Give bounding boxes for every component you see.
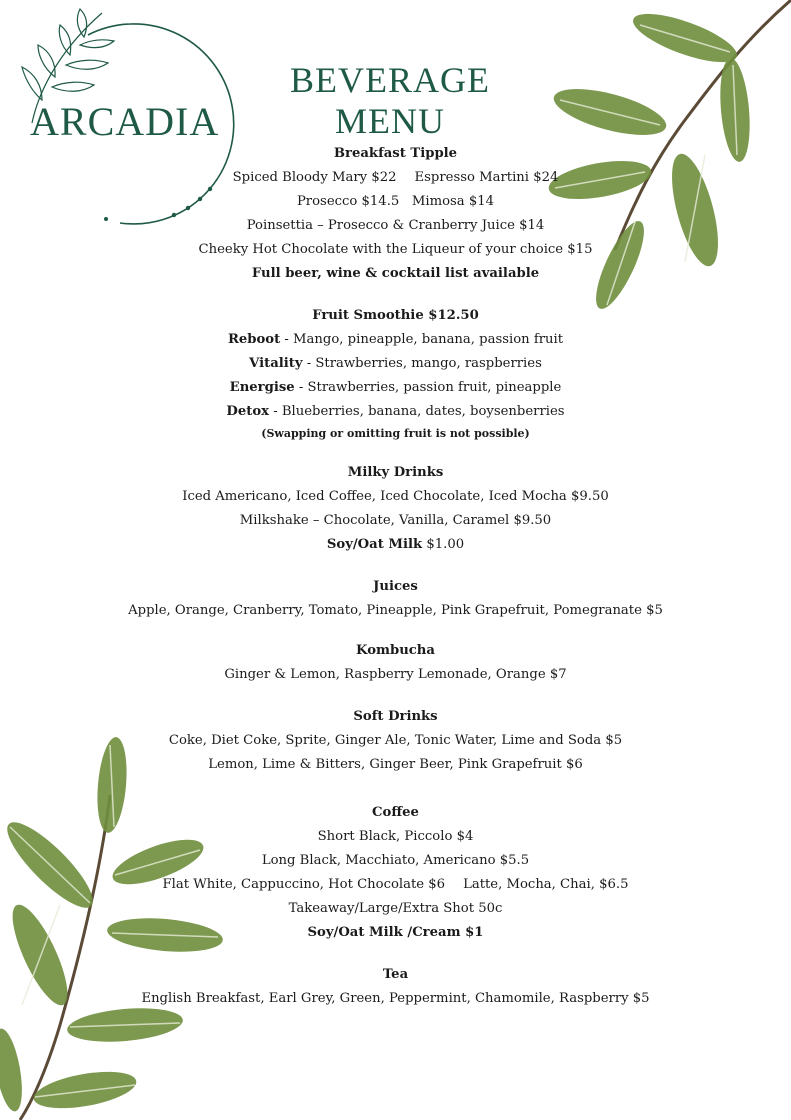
espresso-martini-item: Espresso Martini $24	[414, 170, 559, 185]
smoothie-heading: Fruit Smoothie $12.50	[312, 308, 479, 323]
tea-heading: Tea	[382, 967, 409, 982]
soft-line-1: Coke, Diet Coke, Sprite, Ginger Ale, Tonic Water, Lime and Soda $5	[168, 733, 623, 748]
list-item	[0, 403, 791, 421]
smoothie-desc: - Blueberries, banana, dates, boysenberries	[269, 404, 565, 419]
full-list-note: Full beer, wine & cocktail list available	[251, 266, 540, 281]
juices-heading: Juices	[373, 579, 418, 594]
mimosa-item: Mimosa $14	[411, 194, 495, 209]
menu-title-line-1: BEVERAGE	[290, 60, 490, 100]
smoothie-name: Energise	[229, 380, 295, 395]
list-item	[0, 379, 791, 397]
smoothie-desc: - Strawberries, passion fruit, pineapple	[294, 380, 562, 395]
breakfast-line-2	[0, 193, 791, 211]
coffee-line-3	[0, 876, 791, 894]
juices-line-1: Apple, Orange, Cranberry, Tomato, Pineapple, Pink Grapefruit, Pomegranate $5	[128, 603, 663, 618]
smoothie-name: Detox	[226, 404, 269, 419]
tea-line-1: English Breakfast, Earl Grey, Green, Peppermint, Chamomile, Raspberry $5	[141, 991, 650, 1006]
coffee-line-5: Soy/Oat Milk /Cream $1	[307, 925, 484, 940]
logo-wordmark: ARCADIA	[30, 99, 220, 144]
milky-heading: Milky Drinks	[347, 465, 444, 480]
smoothie-name: Vitality	[249, 356, 303, 371]
poinsettia-item: Poinsettia – Prosecco & Cranberry Juice $14	[246, 218, 545, 233]
soy-oat-price: $1.00	[422, 537, 465, 552]
menu-title-line-2: MENU	[335, 101, 445, 141]
soy-oat-label: Soy/Oat Milk	[326, 537, 423, 552]
coffee-line-2: Long Black, Macchiato, Americano $5.5	[261, 853, 530, 868]
smoothie-desc: - Strawberries, mango, raspberries	[302, 356, 542, 371]
milky-line-1: Iced Americano, Iced Coffee, Iced Chocolate, Iced Mocha $9.50	[182, 489, 609, 504]
smoothie-desc: - Mango, pineapple, banana, passion fruit	[280, 332, 564, 347]
coffee-line-4: Takeaway/Large/Extra Shot 50c	[288, 901, 503, 916]
soft-heading: Soft Drinks	[353, 709, 438, 724]
hot-chocolate-item: Cheeky Hot Chocolate with the Liqueur of your choice $15	[198, 242, 593, 257]
smoothie-note: (Swapping or omitting fruit is not possible)	[261, 427, 530, 440]
breakfast-heading: Breakfast Tipple	[333, 146, 458, 161]
coffee-line-1: Short Black, Piccolo $4	[317, 829, 474, 844]
kombucha-line-1: Ginger & Lemon, Raspberry Lemonade, Orange $7	[224, 667, 567, 682]
milky-soy-line	[0, 536, 791, 554]
list-item	[0, 355, 791, 373]
soft-line-2: Lemon, Lime & Bitters, Ginger Beer, Pink Grapefruit $6	[208, 757, 583, 772]
coffee-line-3a: Flat White, Cappuccino, Hot Chocolate $6	[162, 877, 446, 892]
prosecco-item: Prosecco $14.5	[296, 194, 400, 209]
milky-line-2: Milkshake – Chocolate, Vanilla, Caramel $9.50	[239, 513, 552, 528]
coffee-line-3b: Latte, Mocha, Chai, $6.5	[463, 877, 629, 892]
list-item	[0, 331, 791, 349]
breakfast-line-1	[0, 169, 791, 187]
smoothie-name: Reboot	[227, 332, 281, 347]
coffee-heading: Coffee	[372, 805, 419, 820]
bloody-mary-item: Spiced Bloody Mary $22	[232, 170, 397, 185]
kombucha-heading: Kombucha	[356, 643, 435, 658]
